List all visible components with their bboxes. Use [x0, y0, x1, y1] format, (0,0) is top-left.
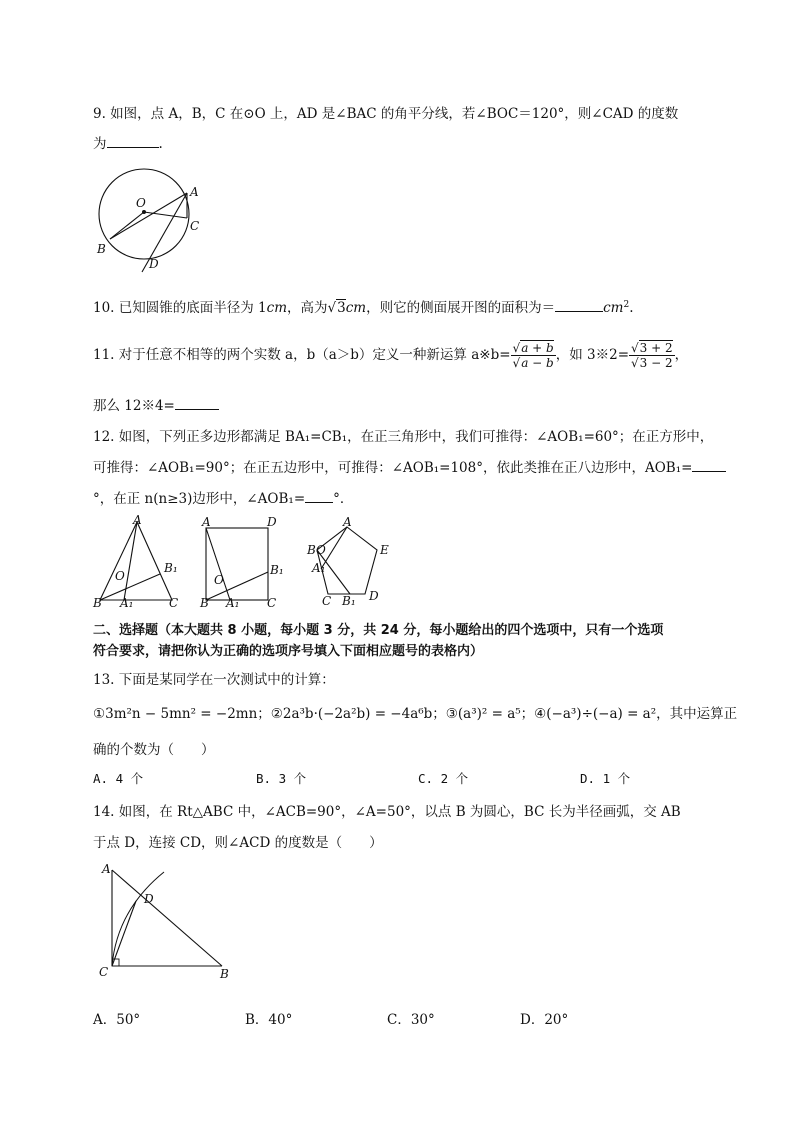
q11-prefix: 11. 对于任意不相等的两个实数 a，b（a＞b）定义一种新运算 a※b=	[93, 347, 511, 363]
q12-pent-label-B1: B₁	[342, 594, 356, 608]
q14-label-D: D	[144, 892, 154, 906]
q9-answer-blank[interactable]	[107, 135, 159, 148]
q11-fraction-2: $\frac{√3 + 2}{√3 - 2}$	[631, 341, 673, 370]
q9-line2	[93, 132, 163, 152]
q10-mid2: ，则它的侧面展开图的面积为＝	[366, 300, 556, 316]
q12-pent-label-B: B	[307, 543, 316, 557]
q14-label-A: A	[102, 862, 111, 876]
q10: 10. 已知圆锥的底面半径为 1cm，高为√3cm，则它的侧面展开图的面积为＝ $cm^2$.	[93, 300, 634, 316]
q9-line2-prefix: 为	[93, 136, 107, 152]
q12-line2-text: 可推得：∠AOB₁=90°；在正五边形中，可推得：∠AOB₁=108°，依此类推在正八边形中，AOB₁=	[93, 460, 693, 476]
q12-tri-label-B: B	[93, 596, 102, 608]
q12-pent-label-O: O	[316, 543, 326, 557]
q12-square-figure	[199, 515, 284, 608]
section2-heading-line1: 二、选择题（本大题共 8 小题，每小题 3 分，共 24 分，每小题给出的四个选项中，只有一个选项	[93, 623, 664, 638]
q11-line2	[93, 394, 219, 414]
q13-option-c[interactable]: C. 2 个	[418, 771, 469, 786]
q12-sq-label-B1: B₁	[270, 563, 284, 577]
q12-answer-blank-1[interactable]	[692, 459, 726, 472]
q13-option-d[interactable]: D. 1 个	[580, 771, 631, 786]
q12-sq-label-B: B	[200, 596, 209, 608]
q13-line3: 确的个数为（ ）	[93, 742, 215, 758]
q12-pent-label-A1: A₁	[312, 561, 326, 575]
q14-option-c[interactable]: C．30°	[387, 1012, 435, 1028]
q12-sq-label-D: D	[267, 515, 277, 529]
q13-option-a[interactable]: A. 4 个	[93, 771, 144, 786]
q11-answer-blank[interactable]	[175, 397, 219, 410]
q12-pent-label-D: D	[369, 589, 379, 603]
q12-line3-a: °，在正 n(n≥3)边形中，∠AOB₁=	[93, 491, 306, 507]
q9-label-A: A	[190, 185, 199, 199]
q9-label-C: C	[190, 219, 200, 233]
q14-option-b[interactable]: B．40°	[245, 1012, 293, 1028]
q12-tri-label-A: A	[133, 514, 142, 527]
q12-polygon-figures	[92, 514, 392, 608]
q9-circle-figure	[92, 160, 212, 275]
q14-label-C: C	[99, 965, 109, 979]
q14-label-B: B	[220, 967, 229, 981]
q10-radical: √3	[327, 300, 346, 316]
q12-tri-label-A1: A₁	[120, 596, 134, 608]
q13-expression: ①3m²n − 5mn² = −2mn；②2a³b·(−2a²b) = −4a⁶b；③(a³)² = a⁵；④(−a³)÷(−a) = a²，其中运算正	[93, 706, 738, 722]
q9-label-B: B	[97, 242, 106, 256]
q14-option-a[interactable]: A．50°	[93, 1012, 141, 1028]
q11-line1	[93, 334, 688, 376]
q11-end: ，	[674, 347, 689, 363]
q12-pent-label-C: C	[322, 594, 332, 608]
q9-label-D: D	[149, 257, 159, 271]
q12-line1: 12. 如图，下列正多边形都满足 BA₁=CB₁，在正三角形中，我们可推得：∠AOB₁=60°；在正方形中，	[93, 429, 714, 445]
q11-mid: ，如 3※2=	[555, 347, 630, 363]
q12-sq-label-A1: A₁	[226, 596, 240, 608]
q10-unit1: cm	[266, 300, 288, 316]
q12-sq-label-A: A	[202, 515, 211, 529]
q11-line2-text: 那么 12※4=	[93, 398, 175, 414]
q14-option-d[interactable]: D．20°	[520, 1012, 569, 1028]
q12-line3	[93, 487, 353, 507]
q9-line1: 9. 如图，点 A，B，C 在⊙O 上，AD 是∠BAC 的角平分线，若∠BOC＝120°，则∠CAD 的度数	[93, 106, 679, 122]
q12-tri-label-C: C	[169, 596, 179, 608]
q10-mid: ，高为	[287, 300, 328, 316]
q13-stem: 13. 下面是某同学在一次测试中的计算：	[93, 672, 335, 688]
q10-suffix: .	[629, 300, 634, 316]
q9-label-O: O	[136, 196, 146, 210]
q12-line3-b: °．	[333, 491, 354, 507]
q12-line2	[93, 456, 726, 476]
q12-pentagon-figure	[306, 515, 389, 608]
q11-fraction-1: $\frac{√a + b}{√a - b}$	[512, 341, 554, 370]
q9-line2-suffix: .	[158, 136, 163, 152]
q14-line1: 14. 如图，在 Rt△ABC 中，∠ACB=90°，∠A=50°，以点 B 为圆心，BC 长为半径画弧，交 AB	[93, 804, 681, 820]
q12-pent-label-A: A	[343, 515, 352, 529]
q10-unit2: cm	[345, 300, 367, 316]
q12-tri-label-O: O	[115, 569, 125, 583]
q13-option-b[interactable]: B. 3 个	[256, 771, 307, 786]
q12-triangle-figure	[92, 514, 178, 608]
q10-unit3: cm	[603, 300, 624, 316]
q12-tri-label-B1: B₁	[164, 561, 178, 575]
section2-heading-line2: 符合要求，请把你认为正确的选项序号填入下面相应题号的表格内）	[93, 644, 484, 659]
q12-sq-label-O: O	[214, 573, 224, 587]
q14-line2: 于点 D，连接 CD，则∠ACD 的度数是（ ）	[93, 835, 383, 851]
q14-triangle-figure	[92, 858, 242, 982]
q10-prefix: 10. 已知圆锥的底面半径为 1	[93, 300, 267, 316]
q10-answer-blank[interactable]	[555, 299, 603, 312]
q12-answer-blank-2[interactable]	[305, 490, 333, 503]
q12-pent-label-E: E	[380, 543, 389, 557]
q12-sq-label-C: C	[267, 596, 277, 608]
